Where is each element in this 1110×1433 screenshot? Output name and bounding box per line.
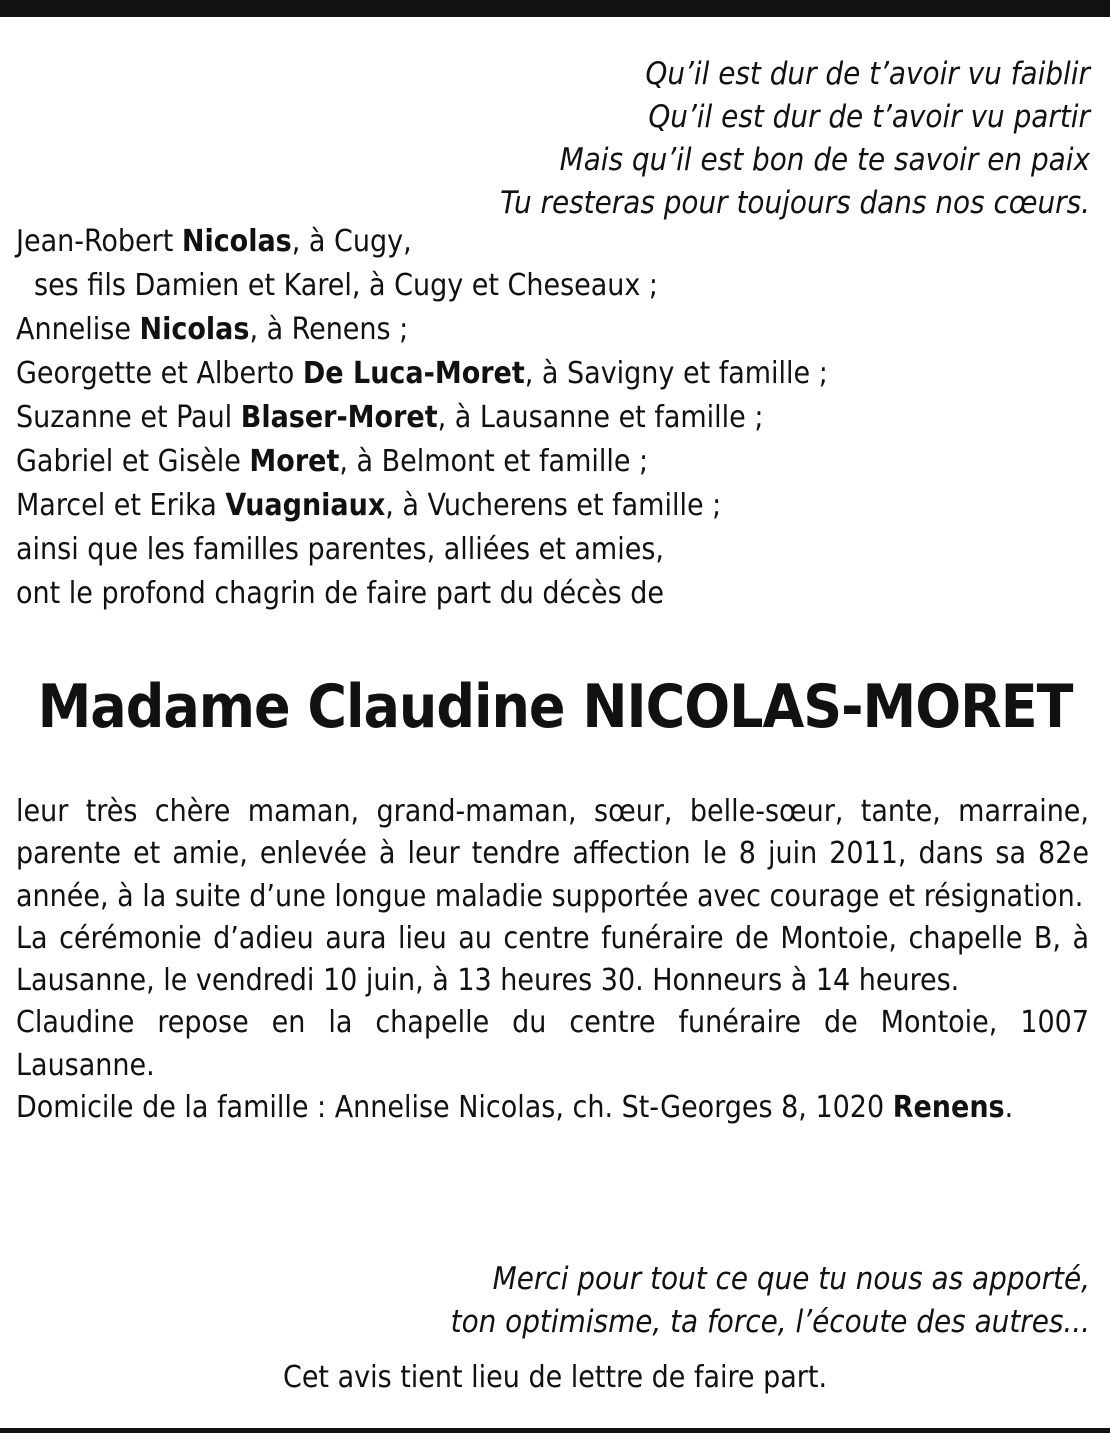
family-entry-names: Jean-Robert bbox=[16, 224, 182, 259]
family-entry-location: , à Renens ; bbox=[249, 312, 409, 347]
family-entry bbox=[16, 484, 1094, 528]
closing-line: Merci pour tout ce que tu nous as apporté, bbox=[492, 1261, 1090, 1297]
deceased-name: Madame Claudine NICOLAS-MORET bbox=[37, 672, 1073, 742]
family-entry-location: , à Lausanne et famille ; bbox=[437, 400, 764, 435]
closing-line: ton optimisme, ta force, l’écoute des autres... bbox=[450, 1304, 1090, 1340]
family-closing-line: ainsi que les familles parentes, alliées et amies, bbox=[16, 532, 664, 567]
announcement-body bbox=[16, 791, 1089, 1129]
family-address-paragraph bbox=[16, 1087, 1089, 1129]
family-entry-names: Georgette et Alberto bbox=[16, 356, 303, 391]
family-entry-sub: ses fils Damien et Karel, à Cugy et Cheseaux ; bbox=[34, 268, 659, 303]
poem-line: Qu’il est dur de t’avoir vu partir bbox=[648, 99, 1090, 135]
tribute-paragraph: leur très chère maman, grand-maman, sœur, belle-sœur, tante, marraine, parente et amie, enlevée à leur tendre affection le 8 juin 2011, dans sa 82e année, à la suite d’une longue maladie supportée avec courage et résignation. bbox=[16, 794, 1089, 914]
ceremony-paragraph: La cérémonie d’adieu aura lieu au centre funéraire de Montoie, chapelle B, à Lausanne, le vendredi 10 juin, à 13 heures 30. Honneurs à 14 heures. bbox=[16, 920, 1089, 999]
family-address-town: Renens bbox=[892, 1090, 1005, 1126]
family-address-end: . bbox=[1004, 1090, 1014, 1126]
family-entry-location: , à Vucherens et famille ; bbox=[385, 488, 722, 523]
family-entry-surname: Vuagniaux bbox=[225, 488, 386, 523]
family-entry bbox=[16, 352, 1094, 396]
family-entry-location: , à Savigny et famille ; bbox=[524, 356, 828, 391]
family-entry-surname: Nicolas bbox=[139, 312, 250, 347]
family-entry-surname: De Luca-Moret bbox=[302, 356, 525, 391]
poem-line: Tu resteras pour toujours dans nos cœurs. bbox=[500, 185, 1090, 221]
family-entry bbox=[16, 308, 1094, 352]
family-entry-location: , à Belmont et famille ; bbox=[339, 444, 649, 479]
family-entry-surname: Blaser-Moret bbox=[240, 400, 438, 435]
closing-message bbox=[90, 1258, 1090, 1344]
poem-line: Qu’il est dur de t’avoir vu faiblir bbox=[645, 56, 1090, 92]
family-entry bbox=[16, 440, 1094, 484]
family-address-text: Domicile de la famille : Annelise Nicolas, ch. St-Georges 8, 1020 bbox=[16, 1090, 893, 1126]
opening-poem bbox=[90, 53, 1090, 225]
family-entry-surname: Moret bbox=[249, 444, 340, 479]
family-entry bbox=[16, 396, 1094, 440]
family-entry-names: Gabriel et Gisèle bbox=[16, 444, 250, 479]
family-list bbox=[16, 220, 1094, 616]
bottom-border-rule bbox=[0, 1428, 1110, 1433]
family-entry-names: Annelise bbox=[16, 312, 140, 347]
final-notice: Cet avis tient lieu de lettre de faire part. bbox=[282, 1360, 828, 1395]
family-entry-surname: Nicolas bbox=[181, 224, 292, 259]
family-entry bbox=[16, 220, 1094, 264]
repose-paragraph: Claudine repose en la chapelle du centre funéraire de Montoie, 1007 Lausanne. bbox=[16, 1005, 1089, 1083]
family-entry-location: , à Cugy, bbox=[291, 224, 412, 259]
top-border-rule bbox=[0, 0, 1110, 17]
family-entry-names: Marcel et Erika bbox=[16, 488, 226, 523]
poem-line: Mais qu’il est bon de te savoir en paix bbox=[559, 142, 1090, 178]
family-entry-names: Suzanne et Paul bbox=[16, 400, 241, 435]
announcement-line: ont le profond chagrin de faire part du décès de bbox=[16, 576, 665, 611]
